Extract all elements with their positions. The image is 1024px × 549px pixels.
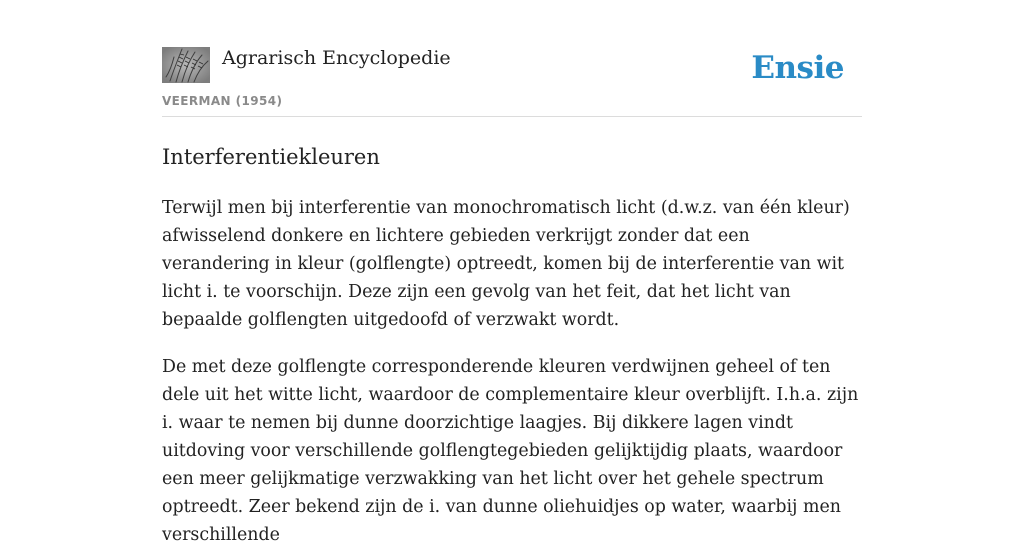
brand-logo[interactable]: Ensie <box>751 50 844 86</box>
page <box>162 0 862 549</box>
wheat-ears-icon[interactable] <box>162 47 210 83</box>
entry-title: Interferentiekleuren <box>162 145 380 169</box>
header <box>162 46 862 117</box>
entry-paragraph: De met deze golflengte corresponderende kleuren verdwijnen geheel of ten dele uit het witte licht, waardoor de complementaire kleur overblijft. I.h.a. zijn i. waar te nemen bij dunne doorzichtige laagjes. Bij dikkere lagen vindt uitdoving voor verschillende golflengtegebieden gelijktijdig plaats, waardoor een meer gelijkmatige verzwakking van het licht over het gehele spectrum optreedt. Zeer bekend zijn de i. van dunne oliehuidjes op water, waarbij men verschillende <box>162 357 859 545</box>
entry-body <box>162 194 862 549</box>
book-title[interactable]: Agrarisch Encyclopedie <box>222 47 451 69</box>
book-author: VEERMAN (1954) <box>162 94 283 108</box>
entry-paragraph: Terwijl men bij interferentie van monochromatisch licht (d.w.z. van één kleur) afwisselend donkere en lichtere gebieden verkrijgt zonder dat een verandering in kleur (golflengte) optreedt, komen bij de interferentie van wit licht i. te voorschijn. Deze zijn een gevolg van het feit, dat het licht van bepaalde golflengten uitgedoofd of verzwakt wordt. <box>162 198 850 330</box>
